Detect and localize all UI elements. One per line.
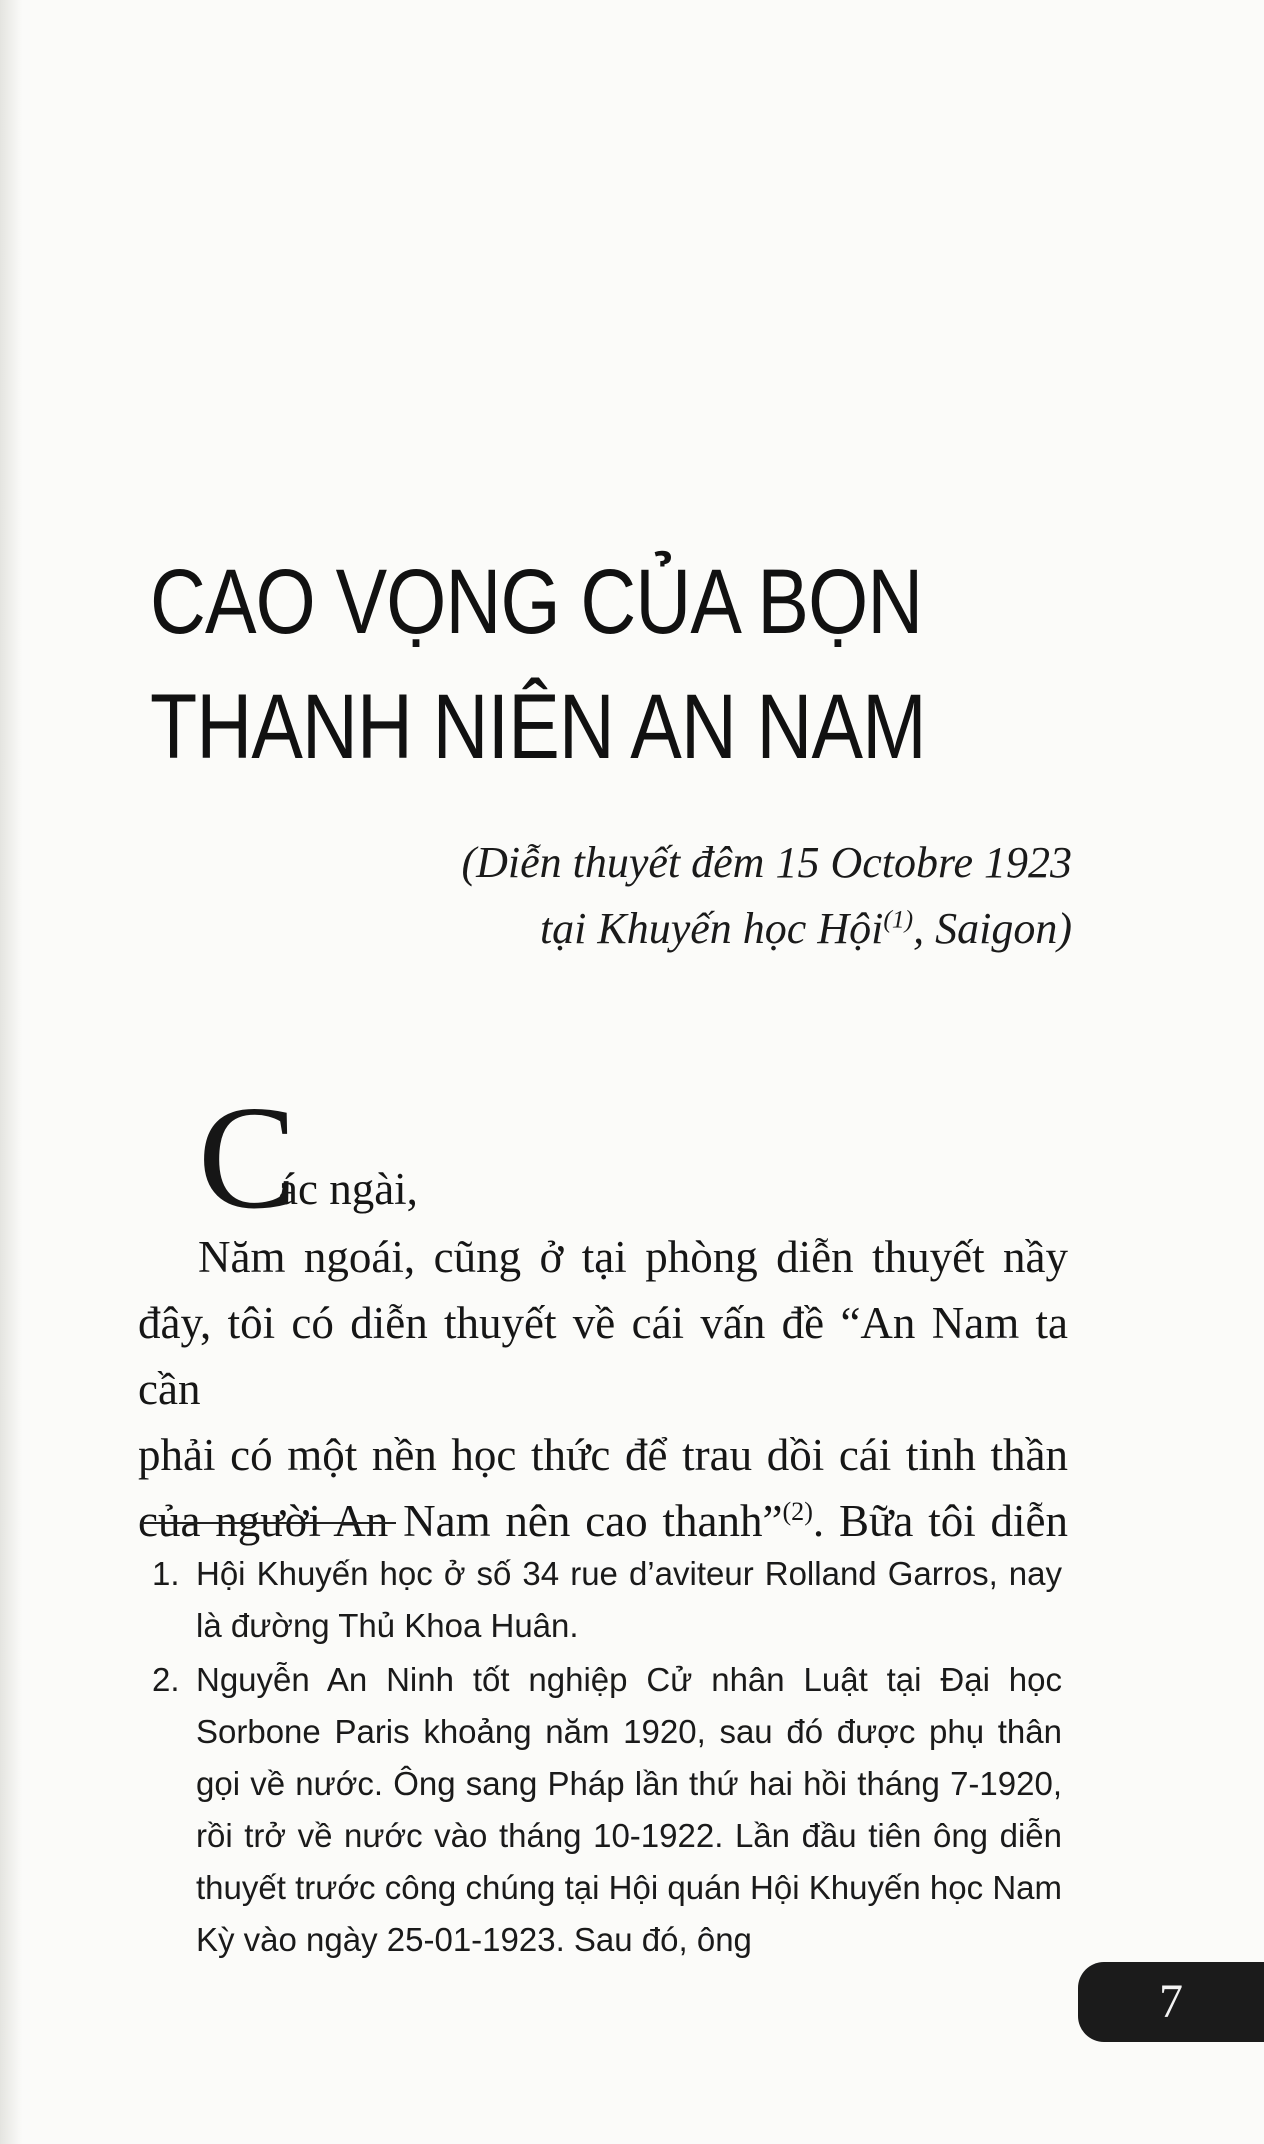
footnotes [152,1548,1062,1968]
footnote-1 [152,1548,1062,1652]
salutation [138,1076,1068,1240]
subtitle-place: tại Khuyến học Hội [539,904,884,953]
footnote-ref-1: (1) [883,904,914,934]
chapter-subtitle [461,830,1072,962]
page-number: 7 [1159,1975,1183,2028]
footnote-number: 2. [152,1661,180,1698]
footnote-text: Hội Khuyến học ở số 34 rue d’aviteur Rolland Garros, nay là đường Thủ Khoa Huân. [196,1555,1062,1644]
page-number-tab [1078,1962,1264,2042]
chapter-title [150,540,990,790]
footnote-number: 1. [152,1555,180,1592]
salutation-text: ác ngài, [278,1164,418,1214]
paragraph-line-2: đây, tôi có diễn thuyết về cái vấn đề “An Nam ta cần [138,1298,1068,1414]
paragraph-line-1: Năm ngoái, cũng ở tại phòng diễn thuyết nầy [198,1232,1068,1282]
chapter-title-line-1: CAO VỌNG CỦA BỌN [150,551,923,653]
body-text [138,1076,1068,1554]
drop-cap: C [198,1076,297,1240]
footnote-divider [140,1522,396,1524]
footnote-2 [152,1654,1062,1966]
paragraph-line-4 [138,1488,1068,1554]
chapter-title-line-2: THANH NIÊN AN NAM [150,676,926,778]
subtitle-city: , Saigon) [913,904,1072,953]
paragraph-line-4-end: . Bữa tôi diễn [812,1496,1068,1546]
opening-paragraph [138,1224,1068,1554]
footnote-text: Nguyễn An Ninh tốt nghiệp Cử nhân Luật tại Đại học Sorbone Paris khoảng năm 1920, sau đó được phụ thân gọi về nước. Ông sang Pháp lần thứ hai hồi tháng 7-1920, rồi trở về nước vào tháng 10-1922. Lần đầu tiên ông diễn thuyết trước công chúng tại Hội quán Hội Khuyến học Nam Kỳ vào ngày 25-01-1923. Sau đó, ông [196,1661,1062,1958]
subtitle-line-2 [461,896,1072,962]
binding-shadow [0,0,22,2144]
paragraph-line-3: phải có một nền học thức để trau dồi cái tinh thần [138,1430,1068,1480]
subtitle-line-1: (Diễn thuyết đêm 15 Octobre 1923 [461,838,1072,887]
footnote-ref-2: (2) [782,1497,813,1526]
paragraph-line-4-start: của người An Nam nên cao thanh” [138,1496,783,1546]
